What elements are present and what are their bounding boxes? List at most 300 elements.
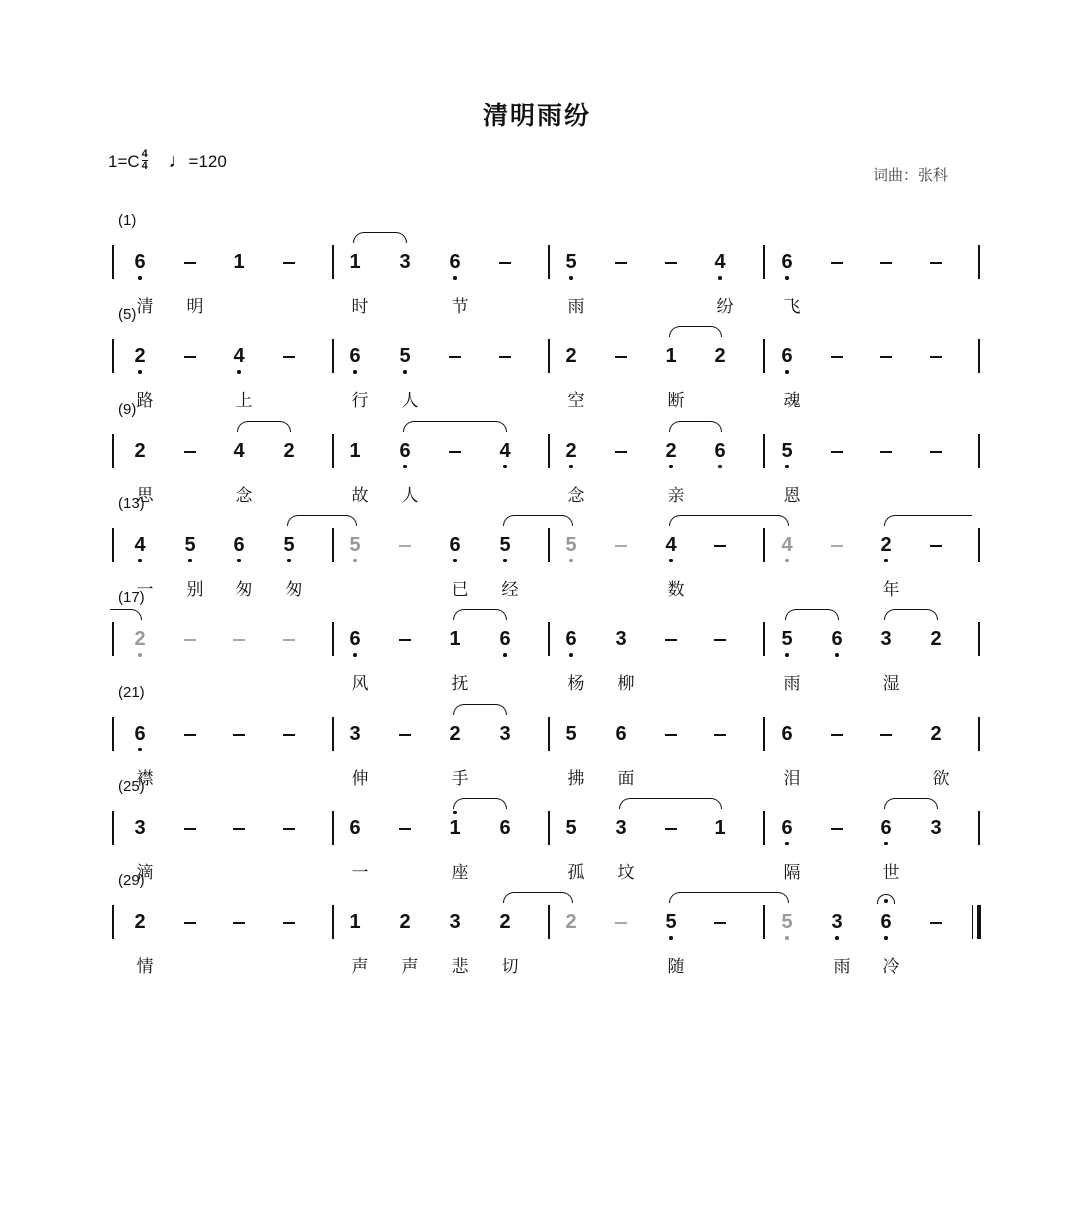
barline	[332, 339, 334, 373]
barline	[763, 245, 765, 279]
lyric-char: 匆	[285, 579, 303, 600]
low-octave-dot	[138, 653, 142, 657]
note: 6	[134, 722, 146, 745]
low-octave-dot	[503, 559, 507, 563]
note: 2	[565, 439, 577, 462]
low-octave-dot	[785, 559, 789, 563]
barline	[763, 622, 765, 656]
note: 5	[499, 533, 511, 556]
barline	[548, 811, 550, 845]
barline	[548, 434, 550, 468]
barline	[548, 717, 550, 751]
dash-extension	[714, 922, 726, 924]
note: 6	[134, 251, 146, 273]
low-octave-dot	[138, 276, 142, 280]
dash-extension	[233, 734, 245, 736]
lyric-char: 声	[401, 957, 419, 978]
low-octave-dot	[785, 370, 789, 374]
lyric-char: 座	[451, 862, 469, 883]
low-octave-dot	[718, 465, 722, 469]
dash-extension	[233, 828, 245, 830]
note: 6	[714, 439, 726, 462]
note: 2	[565, 911, 577, 934]
note: 1	[714, 816, 726, 839]
low-octave-dot	[138, 559, 142, 563]
low-octave-dot	[785, 653, 789, 657]
dash-extension	[184, 262, 196, 264]
lyric-char: 柳	[617, 674, 635, 695]
low-octave-dot	[669, 465, 673, 469]
dash-extension	[615, 545, 627, 547]
note: 6	[781, 816, 793, 839]
barline	[548, 245, 550, 279]
lyric-char: 纷	[716, 297, 734, 317]
lyric-char: 行	[351, 391, 369, 412]
low-octave-dot	[835, 936, 839, 940]
note: 5	[781, 439, 793, 462]
note: 3	[399, 251, 411, 273]
tie-slur	[884, 609, 938, 620]
dash-extension	[714, 734, 726, 736]
dash-extension	[831, 262, 843, 264]
tie-slur	[403, 421, 507, 432]
note: 1	[349, 911, 361, 934]
lyric-char: 人	[401, 391, 419, 412]
note: 5	[399, 345, 411, 368]
dash-extension	[831, 545, 843, 547]
barline	[978, 339, 980, 373]
dash-extension	[930, 922, 942, 924]
lyric-char: 欲	[932, 768, 950, 789]
note: 5	[565, 722, 577, 745]
dash-extension	[283, 262, 295, 264]
lyric-char: 世	[882, 862, 900, 883]
note: 6	[781, 722, 793, 745]
note: 6	[349, 345, 361, 368]
lyric-char: 隔	[783, 862, 801, 883]
tie-slur	[453, 704, 507, 715]
lyric-char: 拂	[567, 768, 585, 789]
low-octave-dot	[403, 370, 407, 374]
note: 4	[499, 439, 511, 462]
low-octave-dot	[237, 559, 241, 563]
dash-extension	[283, 734, 295, 736]
lyric-char: 路	[136, 391, 154, 412]
note: 4	[781, 533, 793, 556]
note: 1	[349, 251, 361, 273]
note: 1	[449, 816, 461, 839]
lyric-char: 亲	[667, 485, 685, 506]
lyric-char: 念	[235, 485, 253, 506]
note: 6	[233, 533, 245, 556]
note: 2	[930, 722, 942, 745]
dash-extension	[930, 262, 942, 264]
dash-extension	[831, 356, 843, 358]
low-octave-dot	[503, 653, 507, 657]
lyric-char: 雨	[567, 297, 585, 317]
note: 2	[665, 439, 677, 462]
low-octave-dot	[569, 465, 573, 469]
tie-slur	[669, 421, 722, 432]
lyric-char: 滴	[136, 862, 154, 883]
lyric-char: 雨	[783, 674, 801, 695]
note: 3	[831, 911, 843, 934]
barline	[332, 622, 334, 656]
lyric-char: 故	[351, 485, 369, 506]
lyric-char: 魂	[783, 391, 801, 412]
lyric-char: 经	[501, 579, 519, 600]
note: 6	[781, 251, 793, 273]
lyric-char: 声	[351, 957, 369, 978]
barline	[112, 811, 114, 845]
note: 4	[233, 439, 245, 462]
note: 1	[665, 345, 677, 368]
barline	[763, 811, 765, 845]
dash-extension	[184, 356, 196, 358]
barline	[763, 434, 765, 468]
measure-number: (9)	[118, 400, 137, 418]
low-octave-dot	[287, 559, 291, 563]
dash-extension	[930, 356, 942, 358]
lyric-char: 悲	[451, 957, 469, 978]
lyric-char: 上	[235, 391, 253, 412]
dash-extension	[283, 639, 295, 641]
barline	[548, 339, 550, 373]
dash-extension	[233, 922, 245, 924]
low-octave-dot	[884, 842, 888, 846]
note: 6	[565, 628, 577, 651]
quarter-note-icon: ♩	[168, 150, 189, 172]
dash-extension	[184, 922, 196, 924]
tie-slur	[669, 326, 722, 337]
dash-extension	[880, 734, 892, 736]
dash-extension	[831, 451, 843, 453]
measure-number: (1)	[118, 212, 137, 229]
dash-extension	[714, 639, 726, 641]
low-octave-dot	[569, 276, 573, 280]
barline	[332, 905, 334, 939]
dash-extension	[283, 922, 295, 924]
lyric-char: 情	[136, 957, 154, 978]
tie-slur	[237, 421, 291, 432]
dash-extension	[499, 262, 511, 264]
note: 4	[714, 251, 726, 273]
low-octave-dot	[453, 559, 457, 563]
low-octave-dot	[569, 653, 573, 657]
barline	[112, 528, 114, 562]
barline	[332, 434, 334, 468]
note: 5	[665, 911, 677, 934]
dash-extension	[399, 828, 411, 830]
note: 6	[399, 439, 411, 462]
lyric-char: 襟	[136, 768, 154, 789]
dash-extension	[880, 356, 892, 358]
note: 2	[283, 439, 295, 462]
note: 5	[565, 816, 577, 839]
lyric-char: 抚	[451, 674, 469, 695]
lyric-char: 别	[186, 579, 204, 600]
barline	[978, 622, 980, 656]
note: 2	[880, 533, 892, 556]
note: 2	[134, 345, 146, 368]
dash-extension	[399, 639, 411, 641]
low-octave-dot	[453, 276, 457, 280]
low-octave-dot	[785, 936, 789, 940]
dash-extension	[615, 922, 627, 924]
barline	[332, 717, 334, 751]
lyric-char: 手	[451, 768, 469, 789]
fermata-icon	[877, 894, 895, 904]
note: 1	[349, 439, 361, 462]
final-barline	[972, 905, 982, 939]
barline	[548, 905, 550, 939]
dash-extension	[665, 639, 677, 641]
low-octave-dot	[785, 465, 789, 469]
lyric-char: 一	[136, 579, 154, 600]
note: 5	[781, 911, 793, 934]
note: 3	[615, 628, 627, 651]
barline	[332, 528, 334, 562]
barline	[112, 622, 114, 656]
dash-extension	[665, 262, 677, 264]
dash-extension	[930, 451, 942, 453]
barline	[978, 717, 980, 751]
measure-number: (29)	[118, 872, 145, 890]
note: 4	[665, 533, 677, 556]
note: 3	[499, 722, 511, 745]
note: 2	[714, 345, 726, 368]
tie-slur	[503, 892, 573, 903]
lyric-char: 念	[567, 485, 585, 506]
lyric-char: 泪	[783, 768, 801, 789]
lyric-char: 雨	[833, 957, 851, 978]
low-octave-dot	[403, 465, 407, 469]
dash-extension	[399, 545, 411, 547]
high-octave-dot	[453, 811, 457, 815]
note: 2	[930, 628, 942, 651]
lyric-char: 湿	[882, 674, 900, 695]
dash-extension	[499, 356, 511, 358]
note: 1	[449, 628, 461, 651]
low-octave-dot	[669, 936, 673, 940]
lyric-char: 断	[667, 391, 685, 412]
lyric-char: 随	[667, 957, 685, 978]
tie-slur	[785, 609, 839, 620]
note: 2	[134, 439, 146, 462]
lyric-char: 杨	[567, 674, 585, 695]
note: 2	[399, 911, 411, 934]
lyric-char: 孤	[567, 862, 585, 883]
lyric-char: 匆	[235, 579, 253, 600]
note: 2	[499, 911, 511, 934]
dash-extension	[399, 734, 411, 736]
barline	[978, 528, 980, 562]
lyric-char: 坟	[617, 862, 635, 883]
note: 4	[233, 345, 245, 368]
note: 6	[615, 722, 627, 745]
lyric-char: 风	[351, 674, 369, 695]
time-signature-bottom: 4	[141, 160, 148, 173]
note: 5	[184, 533, 196, 556]
low-octave-dot	[237, 370, 241, 374]
note: 6	[781, 345, 793, 368]
measure-number: (21)	[118, 683, 145, 701]
note: 6	[831, 628, 843, 651]
tie-slur	[453, 609, 507, 620]
tie-slur	[453, 798, 507, 809]
dash-extension	[665, 734, 677, 736]
note: 6	[449, 533, 461, 556]
barline	[763, 717, 765, 751]
note: 5	[565, 533, 577, 556]
low-octave-dot	[884, 936, 888, 940]
barline	[763, 528, 765, 562]
lyric-char: 一	[351, 862, 369, 883]
dash-extension	[831, 828, 843, 830]
dash-extension	[184, 828, 196, 830]
note: 3	[449, 911, 461, 934]
lyric-char: 清	[136, 297, 154, 317]
barline	[978, 434, 980, 468]
barline	[112, 245, 114, 279]
lyric-char: 已	[451, 579, 469, 600]
dash-extension	[233, 639, 245, 641]
barline	[112, 905, 114, 939]
barline	[332, 245, 334, 279]
dash-extension	[880, 451, 892, 453]
low-octave-dot	[138, 748, 142, 752]
tie-slur	[110, 609, 142, 620]
note: 3	[349, 722, 361, 745]
low-octave-dot	[188, 559, 192, 563]
barline	[548, 528, 550, 562]
low-octave-dot	[353, 370, 357, 374]
tie-slur	[669, 515, 789, 526]
barline	[112, 339, 114, 373]
note: 6	[449, 251, 461, 273]
lyric-char: 年	[882, 579, 900, 600]
tie-slur	[884, 515, 972, 526]
dash-extension	[283, 828, 295, 830]
dash-extension	[714, 545, 726, 547]
note: 5	[781, 628, 793, 651]
note: 3	[930, 816, 942, 839]
dash-extension	[930, 545, 942, 547]
note: 6	[349, 628, 361, 651]
tie-slur	[353, 232, 407, 243]
barline	[112, 717, 114, 751]
low-octave-dot	[785, 842, 789, 846]
measure-number: (13)	[118, 494, 145, 512]
dash-extension	[615, 356, 627, 358]
note: 5	[565, 251, 577, 273]
low-octave-dot	[503, 465, 507, 469]
note: 2	[565, 345, 577, 368]
dash-extension	[615, 451, 627, 453]
lyric-char: 时	[351, 297, 369, 317]
dash-extension	[184, 734, 196, 736]
lyric-char: 思	[136, 485, 154, 506]
tie-slur	[669, 892, 789, 903]
note: 5	[283, 533, 295, 556]
time-signature-top: 4	[141, 148, 148, 161]
note: 2	[134, 911, 146, 934]
tempo-value: =120	[188, 152, 227, 171]
lyric-char: 飞	[783, 297, 801, 317]
lyric-char: 冷	[882, 957, 900, 978]
lyric-char: 节	[451, 297, 469, 317]
low-octave-dot	[353, 559, 357, 563]
dash-extension	[449, 356, 461, 358]
note: 3	[615, 816, 627, 839]
lyric-char: 切	[501, 957, 519, 978]
low-octave-dot	[669, 559, 673, 563]
lyric-char: 恩	[783, 485, 801, 506]
lyric-char: 数	[667, 579, 685, 600]
dash-extension	[880, 262, 892, 264]
note: 4	[134, 533, 146, 556]
dash-extension	[283, 356, 295, 358]
note: 6	[880, 911, 892, 934]
note: 6	[499, 816, 511, 839]
lyric-char: 面	[617, 768, 635, 789]
barline	[978, 245, 980, 279]
low-octave-dot	[353, 653, 357, 657]
low-octave-dot	[138, 370, 142, 374]
composer-credit: 词曲：张科	[873, 166, 949, 184]
tie-slur	[884, 798, 938, 809]
low-octave-dot	[785, 276, 789, 280]
dash-extension	[449, 451, 461, 453]
barline	[763, 905, 765, 939]
barline	[978, 811, 980, 845]
note: 6	[349, 816, 361, 839]
measure-number: (17)	[118, 589, 145, 607]
dash-extension	[615, 262, 627, 264]
dash-extension	[184, 451, 196, 453]
barline	[548, 622, 550, 656]
key-signature: 1=C	[108, 152, 140, 171]
dash-extension	[665, 828, 677, 830]
note: 3	[134, 816, 146, 839]
note: 6	[499, 628, 511, 651]
tie-slur	[287, 515, 357, 526]
low-octave-dot	[835, 653, 839, 657]
low-octave-dot	[884, 559, 888, 563]
note: 3	[880, 628, 892, 651]
low-octave-dot	[718, 276, 722, 280]
lyric-char: 空	[567, 391, 585, 412]
note: 6	[880, 816, 892, 839]
barline	[763, 339, 765, 373]
lyric-char: 人	[401, 485, 419, 506]
measure-number: (5)	[118, 306, 137, 324]
note: 2	[449, 722, 461, 745]
measure-number: (25)	[118, 777, 145, 795]
note: 2	[134, 628, 146, 651]
lyric-char: 伸	[351, 768, 369, 789]
lyric-char: 明	[186, 297, 204, 317]
note: 1	[233, 251, 245, 273]
dash-extension	[184, 639, 196, 641]
barline	[112, 434, 114, 468]
note: 5	[349, 533, 361, 556]
low-octave-dot	[569, 559, 573, 563]
tie-slur	[619, 798, 722, 809]
song-title: 清明雨纷	[482, 101, 591, 130]
dash-extension	[831, 734, 843, 736]
barline	[332, 811, 334, 845]
